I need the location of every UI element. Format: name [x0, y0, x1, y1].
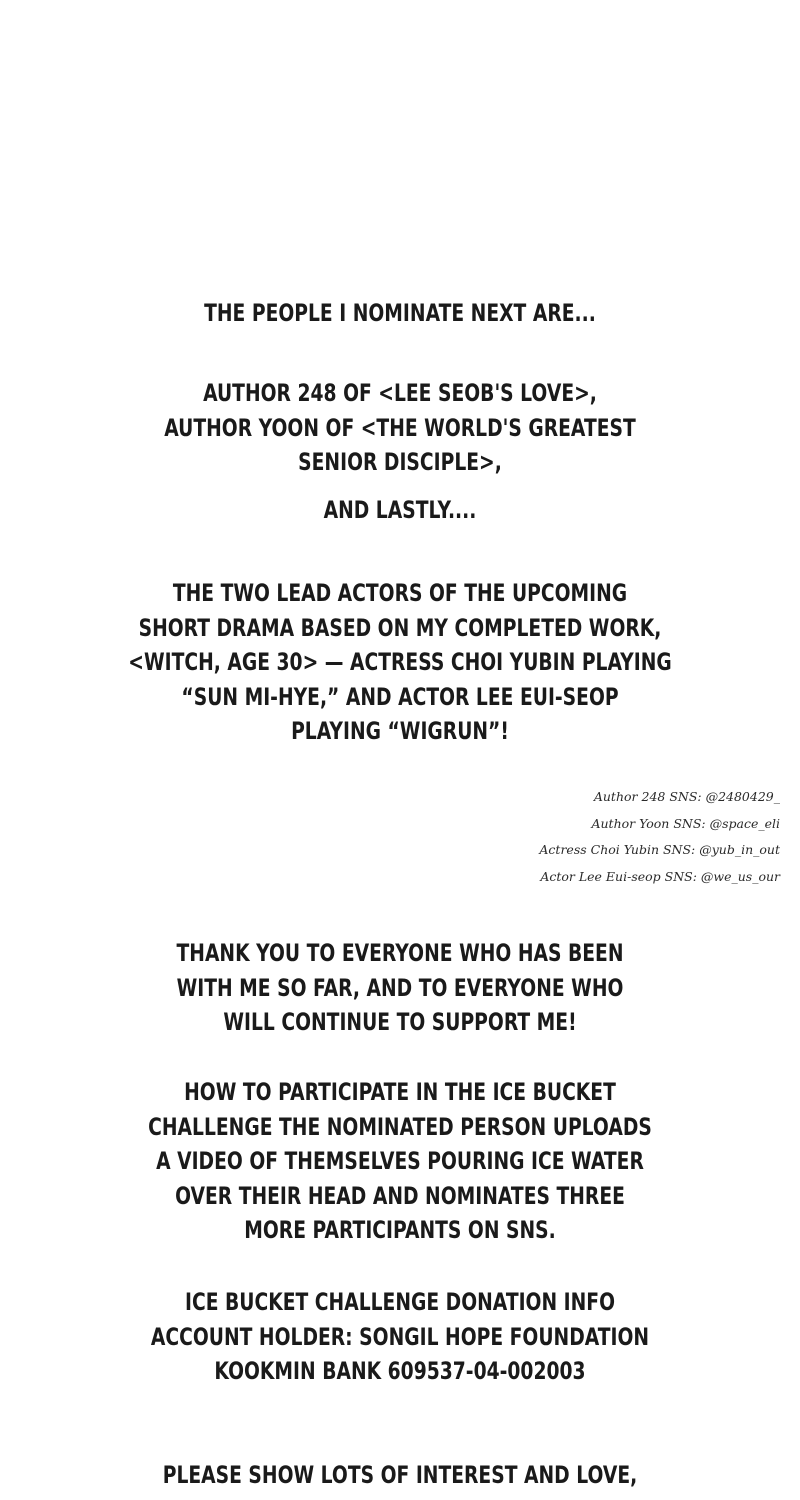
how-to-block — [88, 1075, 712, 1248]
sns-credit-author-yoon: Author Yoon SNS: @space_eli — [591, 815, 780, 831]
sns-credits — [360, 784, 780, 890]
actors-line-3: <WITCH, AGE 30> — ACTRESS CHOI YUBIN PLAYING — [128, 648, 672, 676]
and-lastly-block — [88, 493, 712, 528]
how-to-line-4: OVER THEIR HEAD AND NOMINATES THREE — [175, 1181, 625, 1210]
donation-block — [88, 1285, 712, 1389]
sns-credit-actor-lee: Actor Lee Eui-seop SNS: @we_us_our — [540, 868, 780, 884]
actors-line-5: PLAYING “WIGRUN”! — [291, 717, 509, 745]
thanks-line-2: WITH ME SO FAR, AND TO EVERYONE WHO — [176, 973, 624, 1002]
donation-line-2: ACCOUNT HOLDER: SONGIL HOPE FOUNDATION — [150, 1322, 650, 1351]
donation-line-1: ICE BUCKET CHALLENGE DONATION INFO — [185, 1288, 615, 1316]
closing-block — [88, 1458, 712, 1493]
sns-credit-actress-choi: Actress Choi Yubin SNS: @yub_in_out — [539, 842, 780, 857]
authors-block — [88, 376, 712, 480]
thanks-block — [88, 936, 712, 1040]
actors-line-2: SHORT DRAMA BASED ON MY COMPLETED WORK, — [138, 613, 662, 642]
how-to-line-2: CHALLENGE THE NOMINATED PERSON UPLOADS — [148, 1112, 652, 1141]
author-line-1: AUTHOR 248 OF <LEE SEOB'S LOVE>, — [203, 379, 597, 407]
nominate-heading: THE PEOPLE I NOMINATE NEXT ARE... — [204, 299, 596, 327]
sns-credit-author-248: Author 248 SNS: @2480429_ — [593, 789, 780, 804]
closing-line: PLEASE SHOW LOTS OF INTEREST AND LOVE, — [162, 1461, 638, 1489]
author-line-3: SENIOR DISCIPLE>, — [298, 448, 502, 476]
how-to-line-5: MORE PARTICIPANTS ON SNS. — [244, 1216, 556, 1244]
actors-block — [88, 576, 712, 749]
donation-line-3: KOOKMIN BANK 609537-04-002003 — [214, 1357, 586, 1385]
thanks-line-1: THANK YOU TO EVERYONE WHO HAS BEEN — [176, 939, 624, 967]
how-to-line-3: A VIDEO OF THEMSELVES POURING ICE WATER — [156, 1147, 644, 1175]
author-line-2: AUTHOR YOON OF <THE WORLD'S GREATEST — [164, 413, 636, 442]
how-to-line-1: HOW TO PARTICIPATE IN THE ICE BUCKET — [184, 1078, 616, 1106]
actors-line-4: “SUN MI-HYE,” AND ACTOR LEE EUI-SEOP — [181, 682, 619, 711]
nominate-heading-block — [88, 296, 712, 331]
thanks-line-3: WILL CONTINUE TO SUPPORT ME! — [223, 1008, 577, 1036]
and-lastly: AND LASTLY.... — [323, 496, 477, 524]
actors-line-1: THE TWO LEAD ACTORS OF THE UPCOMING — [172, 579, 628, 607]
